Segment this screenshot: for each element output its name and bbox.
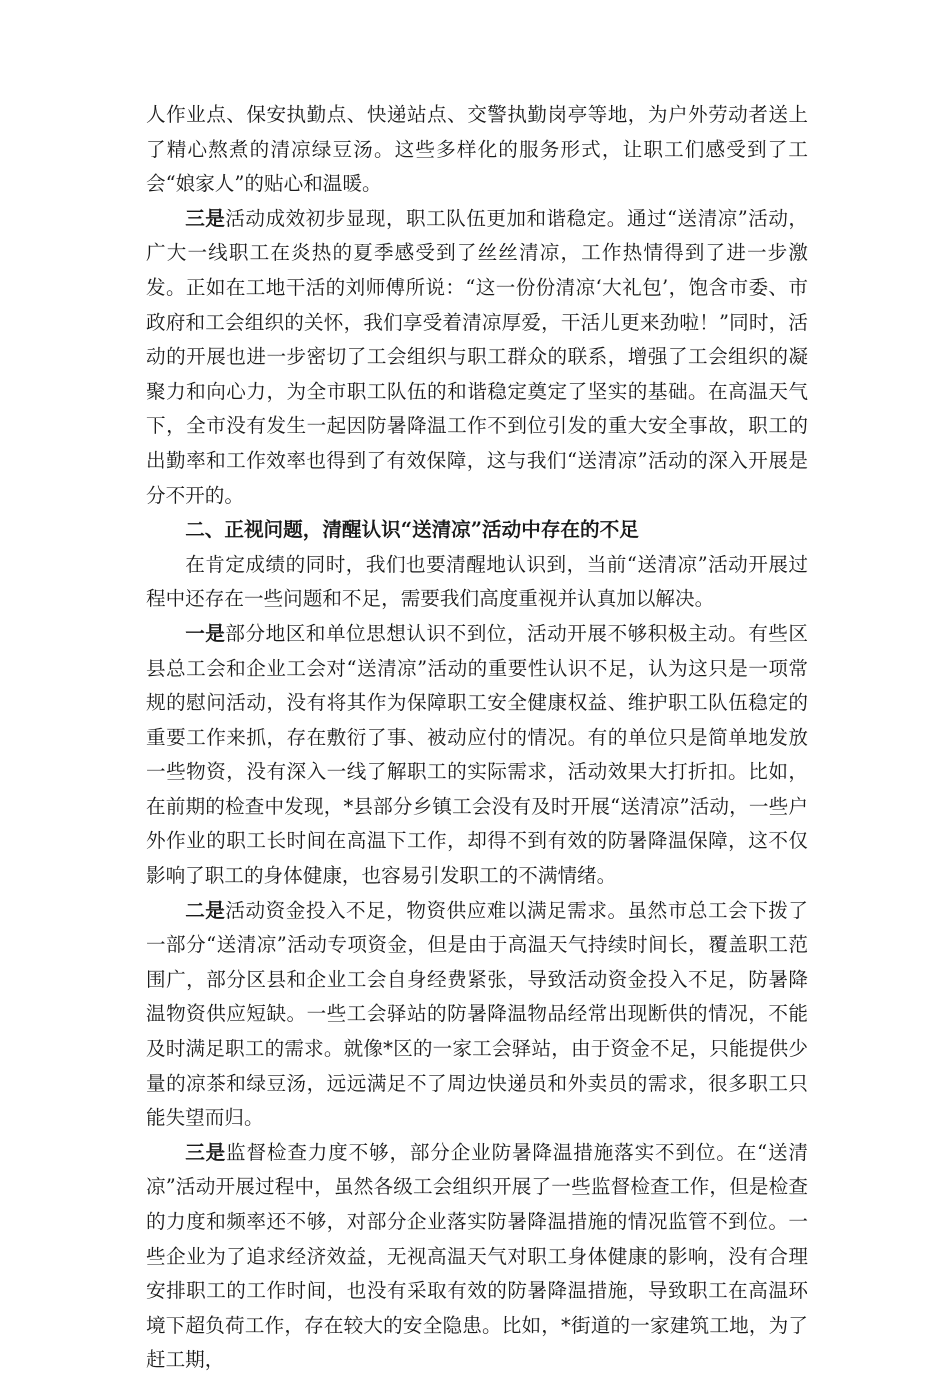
body-paragraph-2 [146, 202, 808, 513]
section-heading: 二、正视问题，清醒认识“送清凉”活动中存在的不足 [185, 518, 639, 542]
body-paragraph-1 [146, 98, 808, 202]
paragraph-text: 监督检查力度不够，部分企业防暑降温措施落实不到位。在“送清凉”活动开展过程中，虽然各级工会组织开展了一些监督检查工作，但是检查的力度和频率还不够，对部分企业落实防暑降温措施的情况监管不到位。一些企业为了追求经济效益，无视高温天气对职工身体健康的影响，没有合理安排职工的工作时间，也没有采取有效的防暑降温措施，导致职工在高温环境下超负荷工作，存在较大的安全隐患。比如，*街道的一家建筑工地，为了赶工期， [146, 1140, 808, 1372]
paragraph-text: 人作业点、保安执勤点、快递站点、交警执勤岗亭等地，为户外劳动者送上了精心熬煮的清凉绿豆汤。这些多样化的服务形式，让职工们感受到了工会“娘家人”的贴心和温暖。 [146, 103, 808, 196]
paragraph-text: 部分地区和单位思想认识不到位，活动开展不够积极主动。有些区县总工会和企业工会对“送清凉”活动的重要性认识不足，认为这只是一项常规的慰问活动，没有将其作为保障职工安全健康权益、维护职工队伍稳定的重要工作来抓，存在敷衍了事、被动应付的情况。有的单位只是简单地发放一些物资，没有深入一线了解职工的实际需求，活动效果大打折扣。比如，在前期的检查中发现，*县部分乡镇工会没有及时开展“送清凉”活动，一些户外作业的职工长时间在高温下工作，却得不到有效的防暑降温保障，这不仅影响了职工的身体健康，也容易引发职工的不满情绪。 [146, 621, 809, 888]
paragraph-text: 在肯定成绩的同时，我们也要清醒地认识到，当前“送清凉”活动开展过程中还存在一些问题和不足，需要我们高度重视并认真加以解决。 [146, 552, 808, 611]
body-paragraph-3 [146, 548, 808, 617]
paragraph-lead: 三是 [185, 206, 226, 230]
paragraph-text: 活动成效初步显现，职工队伍更加和谐稳定。通过“送清凉”活动，广大一线职工在炎热的夏季感受到了丝丝清凉，工作热情得到了进一步激发。正如在工地干活的刘师傅所说：“这一份份清凉‘大礼包’，饱含市委、市政府和工会组织的关怀，我们享受着清凉厚爱，干活儿更来劲啦！”同时，活动的开展也进一步密切了工会组织与职工群众的联系，增强了工会组织的凝聚力和向心力，为全市职工队伍的和谐稳定奠定了坚实的基础。在高温天气下，全市没有发生一起因防暑降温工作不到位引发的重大安全事故，职工的出勤率和工作效率也得到了有效保障，这与我们“送清凉”活动的深入开展是分不开的。 [146, 206, 808, 507]
paragraph-lead: 三是 [185, 1140, 227, 1164]
body-paragraph-4 [146, 617, 808, 894]
paragraph-text: 活动资金投入不足，物资供应难以满足需求。虽然市总工会下拨了一部分“送清凉”活动专项资金，但是由于高温天气持续时间长，覆盖职工范围广，部分区县和企业工会自身经费紧张，导致活动资金投入不足，防暑降温物资供应短缺。一些工会驿站的防暑降温物品经常出现断供的情况，不能及时满足职工的需求。就像*区的一家工会驿站，由于资金不足，只能提供少量的凉茶和绿豆汤，远远满足不了周边快递员和外卖员的需求，很多职工只能失望而归。 [146, 898, 809, 1130]
body-paragraph-6 [146, 1136, 808, 1378]
paragraph-lead: 一是 [185, 621, 226, 645]
paragraph-lead: 二是 [185, 898, 226, 922]
body-paragraph-5 [146, 894, 808, 1136]
